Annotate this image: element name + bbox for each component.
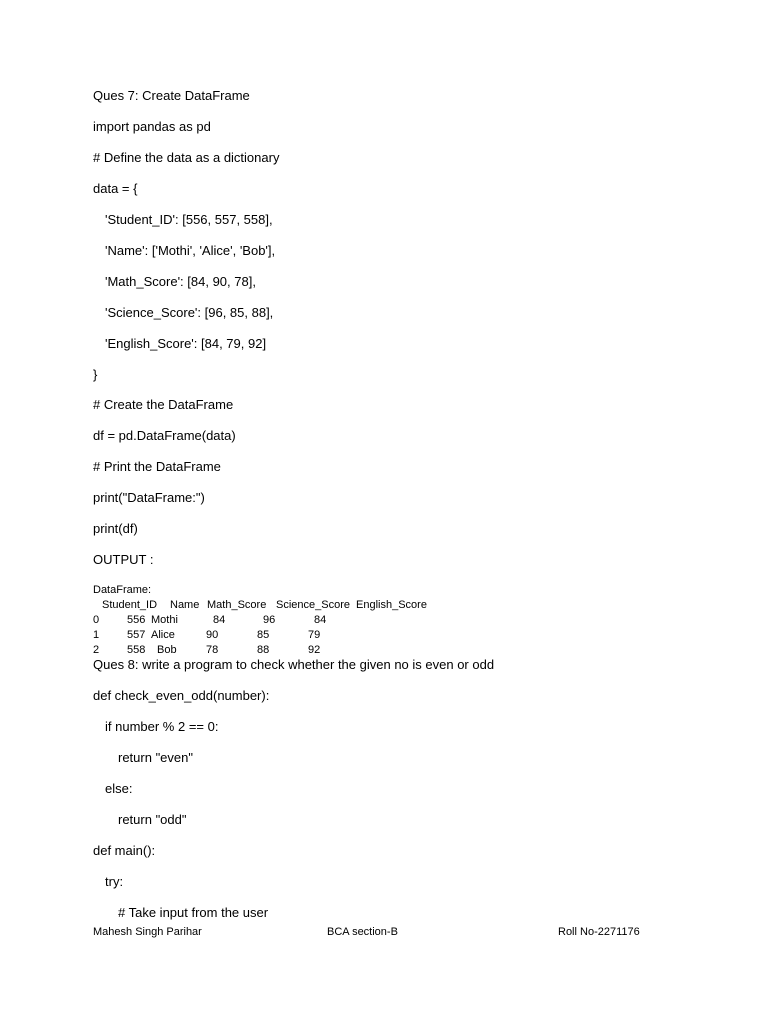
- output-cell: 2: [93, 644, 100, 656]
- code-comment: # Define the data as a dictionary: [93, 150, 280, 165]
- footer-section: BCA section-B: [327, 926, 398, 938]
- code-line: def main():: [93, 843, 156, 858]
- output-cell: 90: [206, 629, 219, 641]
- code-line: return "even": [118, 750, 193, 765]
- output-cell: 85: [257, 629, 270, 641]
- question-heading: Ques 7: Create DataFrame: [93, 88, 250, 103]
- code-line: def check_even_odd(number):: [93, 688, 270, 703]
- output-cell: Bob: [157, 644, 177, 656]
- output-cell: 84: [213, 614, 226, 626]
- code-line: print("DataFrame:"): [93, 490, 205, 505]
- code-line: if number % 2 == 0:: [105, 719, 219, 734]
- code-line: import pandas as pd: [93, 119, 211, 134]
- output-cell: 0: [93, 614, 100, 626]
- output-cell: 88: [257, 644, 270, 656]
- output-cell: 96: [263, 614, 276, 626]
- code-comment: # Print the DataFrame: [93, 459, 221, 474]
- output-column-header: Math_Score: [207, 599, 267, 611]
- output-column-header: Student_ID: [102, 599, 158, 611]
- code-line: 'Student_ID': [556, 557, 558],: [105, 212, 273, 227]
- footer-author: Mahesh Singh Parihar: [93, 926, 202, 938]
- output-label: OUTPUT :: [93, 552, 154, 567]
- output-title: DataFrame:: [93, 584, 152, 596]
- output-cell: 1: [93, 629, 100, 641]
- output-cell: 84: [314, 614, 327, 626]
- code-comment: # Create the DataFrame: [93, 397, 234, 412]
- output-column-header: English_Score: [356, 599, 427, 611]
- output-cell: Alice: [151, 629, 175, 641]
- code-line: data = {: [93, 181, 138, 196]
- output-cell: 78: [206, 644, 219, 656]
- output-cell: 556: [127, 614, 146, 626]
- output-cell: 558: [127, 644, 146, 656]
- code-line: try:: [105, 874, 124, 889]
- output-cell: Mothi: [151, 614, 178, 626]
- code-line: 'Math_Score': [84, 90, 78],: [105, 274, 256, 289]
- code-line: 'Science_Score': [96, 85, 88],: [105, 305, 274, 320]
- question-heading: Ques 8: write a program to check whether the given no is even or odd: [93, 657, 495, 672]
- output-column-header: Name: [170, 599, 200, 611]
- code-line: }: [93, 367, 98, 382]
- code-line: 'English_Score': [84, 79, 92]: [105, 336, 267, 351]
- code-line: return "odd": [118, 812, 187, 827]
- output-cell: 79: [308, 629, 321, 641]
- footer-roll-number: Roll No-2271176: [558, 926, 640, 938]
- output-cell: 92: [308, 644, 321, 656]
- code-line: df = pd.DataFrame(data): [93, 428, 236, 443]
- output-cell: 557: [127, 629, 146, 641]
- code-line: else:: [105, 781, 133, 796]
- output-column-header: Science_Score: [276, 599, 350, 611]
- code-line: print(df): [93, 521, 138, 536]
- code-line: 'Name': ['Mothi', 'Alice', 'Bob'],: [105, 243, 276, 258]
- code-comment: # Take input from the user: [118, 905, 269, 920]
